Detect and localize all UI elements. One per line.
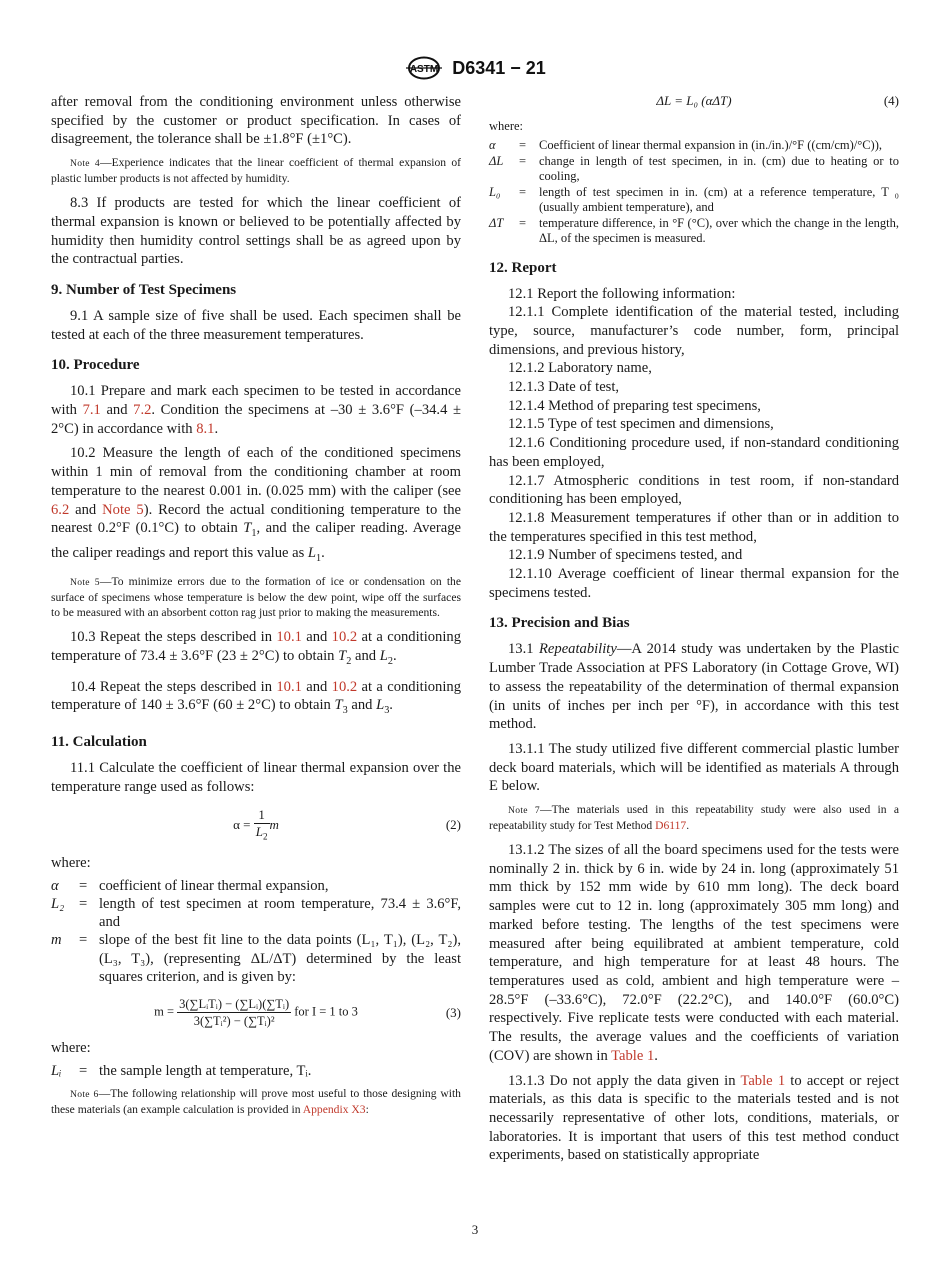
subscript: 3 [342,705,348,717]
definition-text: the sample length at temperature, Tᵢ. [99,1062,312,1079]
standard-designation: D6341 − 21 [452,57,546,78]
equation-lhs: α = [233,816,251,832]
link-6-2[interactable]: 6.2 [51,501,70,518]
definition-symbol: α [51,877,59,894]
text-span: . [654,1047,658,1064]
definition-text: length of test specimen in in. (cm) at a reference temperature, T ₀ (usually ambient temperature), and [539,184,899,214]
report-item: 12.1.3 Date of test, [508,379,620,396]
definition-symbol: L₀ [489,184,501,199]
text-span: , and the caliper reading. Average the caliper readings and report this value as [51,520,462,561]
where-label: where: [51,855,91,872]
link-7-1[interactable]: 7.1 [82,402,101,419]
equation-number: (4) [883,93,899,108]
symbol-l: L [379,648,388,665]
symbol-l: L [255,823,263,839]
equation-body: ΔL = L₀ (αΔT) [656,93,732,108]
fraction [254,807,270,845]
paragraph-11-1: 11.1 Calculate the coefficient of linear thermal expansion over the temperature range used as follows: [51,760,461,795]
definition-list [51,1062,461,1080]
link-table-1[interactable]: Table 1 [740,1072,786,1089]
note-7-text: —The materials used in this repeatability study were also used in a repeatability study for Test Method [489,803,899,833]
paragraph-10-1 [51,382,461,438]
text-span: 10.3 Repeat the steps described in [70,629,277,646]
definition-symbol: L₂ [51,896,65,912]
symbol-t: T [338,648,347,665]
where-label: where: [489,119,524,133]
note-6-label: Note 6 [70,1088,99,1100]
definition-equals: = [519,215,527,230]
definition-symbol: ΔL [489,153,504,168]
right-column [489,93,899,1171]
subscript: 2 [346,656,352,668]
paragraph-10-2 [51,444,461,568]
link-appendix-x3[interactable]: Appendix X3 [302,1102,366,1116]
note-7-label: Note 7 [508,805,541,817]
text-span: 13.1.3 Do not apply the data given in [508,1072,741,1089]
equation-condition: for I = 1 to 3 [294,1004,358,1019]
equation-3 [51,996,461,1029]
page-number: 3 [471,1222,479,1237]
definition-item [489,138,899,154]
equation-4 [489,93,899,109]
report-item: 12.1.9 Number of specimens tested, and [508,547,743,564]
text-span: and [301,629,332,646]
section-9-heading: 9. Number of Test Specimens [51,281,237,298]
symbol-l: L [376,697,385,714]
text-span: . Condition the specimens at –30 ± 3.6°F (–34.4 ± 2°C) in accordance with [51,402,462,437]
report-item: 12.1.1 Complete identification of the material tested, including type, source, manufacturer’s code number, form, principal dimensions, and previous history, [489,304,899,358]
definition-text: length of test specimen at room temperature, 73.4 ± 3.6°F, and [99,896,461,931]
symbol-l: L [307,544,317,561]
paragraph-13-1-1: 13.1.1 The study utilized five different commercial plastic lumber deck board materials, which will be identified as materials A through E below. [489,740,899,795]
note-4 [51,155,461,186]
paragraph-13-1-2 [489,841,899,1065]
section-12-heading: 12. Report [489,259,557,276]
text-span: and [100,402,134,419]
link-8-1[interactable]: 8.1 [196,420,215,437]
definition-list [489,138,899,247]
note-6-text: —The following relationship will prove most useful to those designing with these materials (an example calculation is provided in [51,1086,461,1116]
text-span: and [301,678,332,695]
italic-term: Repeatability [539,641,617,658]
denominator: 3(∑Tᵢ²) − (∑Tᵢ)² [193,1014,275,1029]
definition-text: Coefficient of linear thermal expansion in (in./in.)/°F ((cm/cm)/°C)), [539,138,883,152]
report-item: 12.1.7 Atmospheric conditions in test room, if non-standard conditioning has been employed, [489,472,899,508]
where-label: where: [51,1040,91,1057]
report-item: 12.1.5 Type of test specimen and dimensions, [508,416,774,433]
link-10-1[interactable]: 10.1 [276,678,302,695]
report-item: 12.1.6 Conditioning procedure used, if non-standard conditioning has been employed, [489,435,899,470]
subscript: 2 [262,831,268,842]
definition-equals: = [519,184,527,199]
text-span: 10.2 Measure the length of each of the conditioned specimens within 1 min of removal from the conditioning chamber at room temperature to the nearest 0.001 in. (0.025 mm) with the caliper (see [51,445,461,499]
note-4-text: —Experience indicates that the linear coefficient of thermal expansion of plastic lumber products is not affected by humidity. [51,156,461,186]
text-span: 10.4 Repeat the steps described in [70,678,277,695]
definition-equals: = [79,932,88,949]
definition-symbol: ΔT [489,215,504,230]
link-10-2[interactable]: 10.2 [331,678,358,695]
denominator [254,824,270,845]
section-13-heading: 13. Precision and Bias [489,615,630,632]
equation-number: (3) [445,1004,461,1020]
definition-text: coefficient of linear thermal expansion, [99,877,329,894]
definition-text: slope of the best fit line to the data points (L₁, T₁), (L₂, T₂), (L₃, T₃), (representing ΔL/ΔT) determined by the least squares criterion, and is given by: [99,932,461,985]
note-5-label: Note 5 [70,577,100,589]
text-span: —A 2014 study was undertaken by the Plastic Lumber Trade Association at PFS Laboratory (in Cottage Grove, WI) to assess the repeatability of the determination of thermal expansion (in units of inches per inch per °F), in accordance with this test method. [489,641,900,733]
paragraph-continued: after removal from the conditioning environment unless otherwise specified by the customer or product specification. In cases of disagreement, the tolerance shall be ±1.8°F (±1°C). [51,94,461,148]
subscript: 1 [251,528,257,540]
text-span: to accept or reject materials, as this data is specific to the materials tested and is not necessarily representative of other lots, conditions, materials, or laboratories. It is important that users of this test method conduct experiments, based on statistically appropriate [489,1072,899,1164]
definition-item [51,895,461,931]
note-4-label: Note 4 [70,158,100,170]
link-note-5[interactable]: Note 5 [102,501,144,518]
definition-equals: = [519,153,527,168]
note-7 [489,802,899,833]
report-list [489,285,899,603]
report-item: 12.1 Report the following information: [508,285,736,302]
link-table-1[interactable]: Table 1 [611,1047,655,1064]
link-10-2[interactable]: 10.2 [331,629,358,646]
section-10-heading: 10. Procedure [51,357,140,374]
definition-text: change in length of test specimen, in in. (cm) due to heating or to cooling, [539,153,899,183]
definition-item [51,931,461,986]
text-span: 13.1.2 The sizes of all the board specimens used for the tests were nominally 2 in. thick by 6 in. wide by 24 in. long (approximately 51 mm thick by 152 mm wide by 610 mm long). The deck board samples were cut to 12 in. long (approximately 305 mm long) and marked before testing. The lengths of the test specimens were measured after being equilibrated at ambient temperature, cold temperature, and high temperature for at least 48 hours. The temperatures used as cold, ambient and high temperature were –28.5°F (–33.6°C), 72.0°F (22.2°C), and 140.0°F (60.0°C) respectively. Five replicate tests were conducted with each material. The results, the average values and the coefficients of variation (COV) are shown in [489,842,899,1064]
text-span: . [392,648,397,665]
definition-item [489,185,899,216]
definition-equals: = [79,877,88,894]
note-5-text: —To minimize errors due to the formation of ice or condensation on the surface of specimens whose temperature is below the dew point, wipe off the surfaces to be measured with an absorbent cotton rag just prior to making the measurements. [51,575,461,620]
subscript: 2 [387,656,393,668]
report-item: 12.1.8 Measurement temperatures if other than or in addition to the temperatures specified in this test method, [489,509,899,545]
left-column [51,93,461,1125]
definition-equals: = [79,1062,88,1079]
link-7-2[interactable]: 7.2 [133,402,152,419]
symbol-m: m [269,816,279,832]
text-span: . [214,420,219,437]
svg-text:ASTM: ASTM [410,64,439,75]
definition-item [489,154,899,185]
subscript: 3 [384,705,390,717]
note-6 [51,1086,461,1117]
text-span: 13.1 [508,641,539,658]
text-span: . [321,544,325,561]
paragraph-10-3 [51,628,461,671]
text-span: . [389,697,393,714]
definition-item [489,216,899,247]
equation-lhs: m = [154,1004,175,1019]
paragraph-9-1: 9.1 A sample size of five shall be used. Each specimen shall be tested at each of the three measurement temperatures. [51,307,461,343]
subscript: 1 [316,552,322,564]
paragraph-8-3: 8.3 If products are tested for which the linear coefficient of thermal expansion is known or believed to be potentially affected by humidity then humidity control settings shall be as agreed upon by the contractual parties. [51,195,461,268]
section-11-heading: 11. Calculation [51,734,147,751]
page-header [0,56,950,80]
definition-text: temperature difference, in °F (°C), over which the change in the length, ΔL, of the specimen is measured. [539,215,899,245]
note-5 [51,574,461,620]
report-item: 12.1.10 Average coefficient of linear thermal expansion for the specimens tested. [489,566,899,601]
astm-logo-icon [404,56,444,80]
definition-list [51,877,461,986]
link-10-1[interactable]: 10.1 [276,629,302,646]
text-span: . [686,819,690,833]
link-d6117[interactable]: D6117 [655,819,687,833]
definition-symbol: Lᵢ [51,1062,62,1079]
numerator: 3(∑LᵢTᵢ) − (∑Lᵢ)(∑Tᵢ) [179,997,290,1012]
text-span: at a conditioning temperature of 140 ± 3.6°F (60 ± 2°C) to obtain [51,678,461,714]
definition-item [51,877,461,895]
paragraph-10-4 [51,678,461,721]
text-span: at a conditioning temperature of 73.4 ± 3.6°F (23 ± 2°C) to obtain [51,629,461,665]
text-span: and [69,501,103,518]
text-span: : [365,1102,369,1116]
text-span: 10.1 Prepare and mark each specimen to be tested in accordance with [51,383,461,419]
definition-symbol: α [489,138,496,152]
fraction [177,996,291,1029]
symbol-t: T [334,697,343,714]
text-span: and [351,648,380,665]
equation-number: (2) [445,817,461,833]
symbol-t: T [243,520,252,537]
equation-2 [51,807,461,845]
report-item: 12.1.4 Method of preparing test specimens, [508,397,761,414]
paragraph-13-1 [489,640,899,734]
paragraph-13-1-3 [489,1072,899,1166]
definition-item [51,1062,461,1080]
definition-symbol: m [51,932,62,949]
report-item: 12.1.2 Laboratory name, [508,360,652,377]
definition-equals: = [79,896,88,912]
text-span: ). Record the actual conditioning temperature to the nearest 0.2°F (0.1°C) to obtain [51,501,461,537]
text-span: and [347,697,377,714]
numerator: 1 [254,807,270,824]
definition-equals: = [519,138,527,152]
